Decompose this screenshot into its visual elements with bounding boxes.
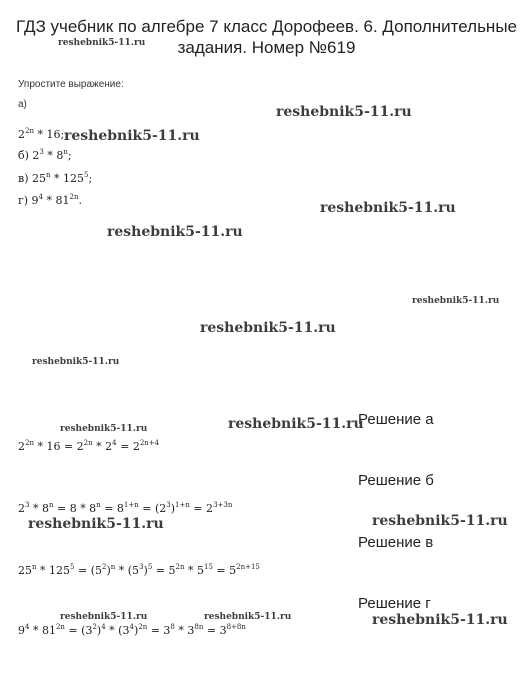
- watermark: reshebnik5-11.ru: [204, 612, 292, 622]
- watermark: reshebnik5-11.ru: [64, 128, 200, 144]
- solution-g-formula: $9^4 * 81^{2n} = (3^2)^4 * (3^4)^{2n} = 3^8 * 3^{8n} = 3^{8+8n}$: [18, 623, 246, 637]
- watermark: reshebnik5-11.ru: [107, 224, 243, 240]
- task-g-expression: г) $9^4 * 81^{2n}$.: [18, 193, 82, 207]
- task-b-expression: б) $2^3 * 8^n$;: [18, 148, 72, 162]
- watermark: reshebnik5-11.ru: [200, 320, 336, 336]
- solution-b-heading: Решение б: [358, 472, 434, 489]
- watermark: reshebnik5-11.ru: [372, 513, 508, 529]
- solution-v-heading: Решение в: [358, 534, 434, 551]
- watermark: reshebnik5-11.ru: [320, 200, 456, 216]
- watermark: reshebnik5-11.ru: [60, 424, 148, 434]
- page-title-line1: ГДЗ учебник по алгебре 7 класс Дорофеев. 6. Дополнительные: [15, 17, 517, 36]
- solution-a-formula: $2^{2n} * 16 = 2^{2n} * 2^4 = 2^{2n+4}$: [18, 439, 160, 453]
- watermark: reshebnik5-11.ru: [228, 416, 364, 432]
- page-title-line2: задания. Номер №619: [177, 38, 356, 57]
- solution-v-formula: $25^n * 125^5 = (5^2)^n * (5^3)^5 = 5^{2n} * 5^{15} = 5^{2n+15}$: [18, 563, 260, 577]
- solution-g-heading: Решение г: [358, 595, 431, 612]
- watermark: reshebnik5-11.ru: [32, 357, 120, 367]
- task-a-expression: $2^{2n} * 16$;: [18, 127, 65, 141]
- solution-b-formula: $2^3 * 8^n = 8 * 8^n = 8^{1+n} = (2^3)^{1+n} = 2^{3+3n}$: [18, 501, 233, 515]
- solution-a-heading: Решение а: [358, 411, 434, 428]
- watermark: reshebnik5-11.ru: [60, 612, 148, 622]
- watermark: reshebnik5-11.ru: [412, 296, 500, 306]
- watermark: reshebnik5-11.ru: [28, 516, 164, 532]
- watermark: reshebnik5-11.ru: [276, 104, 412, 120]
- watermark: reshebnik5-11.ru: [58, 38, 146, 48]
- task-a-label: а): [18, 99, 27, 110]
- watermark: reshebnik5-11.ru: [372, 612, 508, 628]
- page-title: [14, 16, 519, 58]
- task-intro: Упростите выражение:: [18, 79, 124, 90]
- task-v-expression: в) $25^n * 125^5$;: [18, 171, 93, 185]
